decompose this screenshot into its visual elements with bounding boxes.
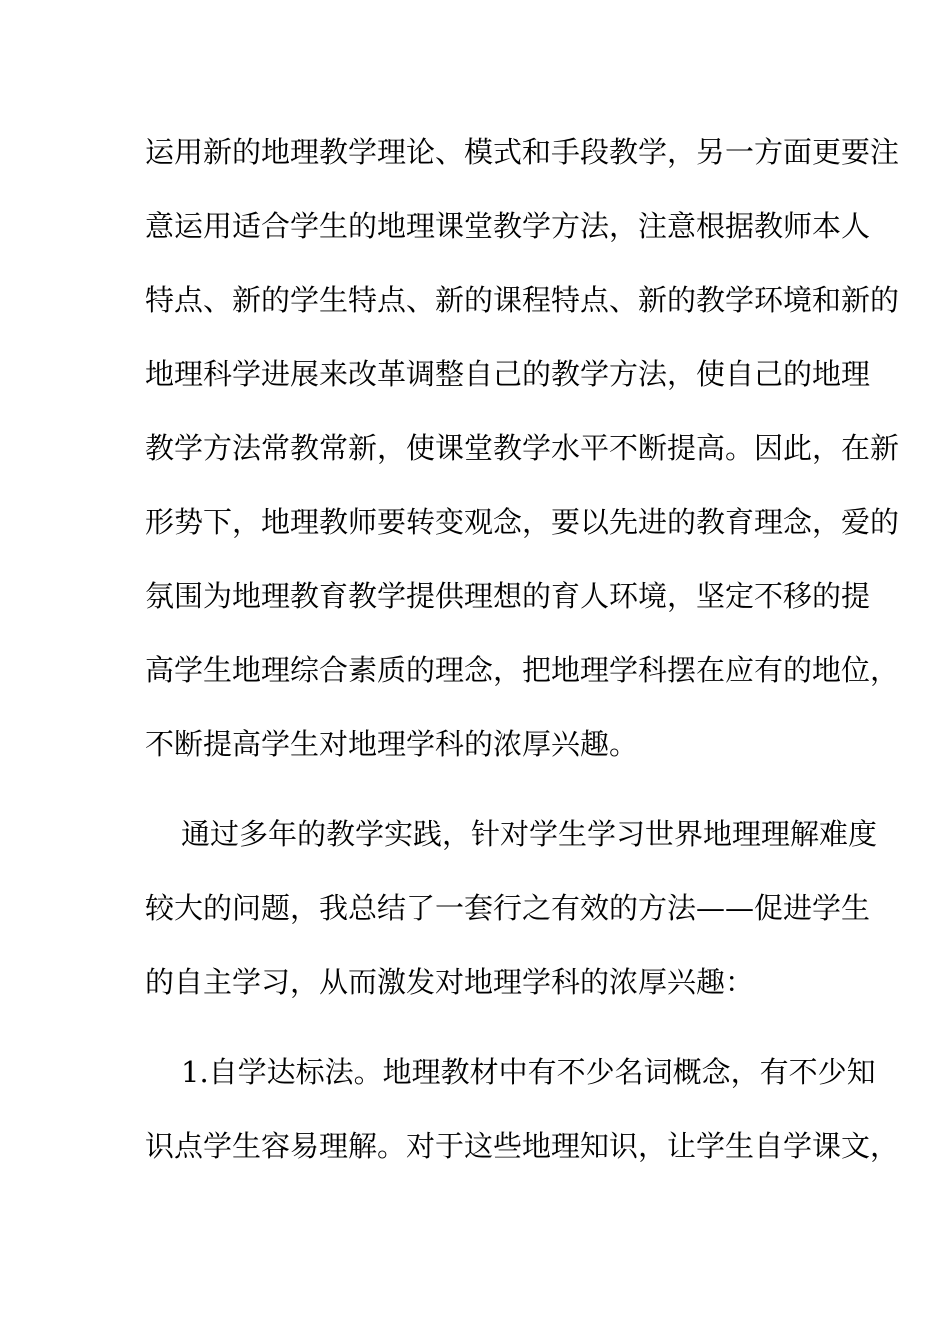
- text-line: 运用新的地理教学理论、模式和手段教学，另一方面更要注: [145, 135, 900, 169]
- text-line: 氛围为地理教育教学提供理想的育人环境，坚定不移的提: [145, 579, 871, 613]
- text-line: 较大的问题，我总结了一套行之有效的方法——促进学生: [145, 891, 871, 925]
- text-line: 的自主学习，从而激发对地理学科的浓厚兴趣：: [145, 965, 755, 999]
- text-line: 教学方法常教常新，使课堂教学水平不断提高。因此，在新: [145, 431, 900, 465]
- text-line: 不断提高学生对地理学科的浓厚兴趣。: [145, 727, 639, 761]
- text-line: 意运用适合学生的地理课堂教学方法，注意根据教师本人: [145, 209, 871, 243]
- text-line: 1.自学达标法。地理教材中有不少名词概念，有不少知: [181, 1055, 876, 1089]
- text-line: 地理科学进展来改革调整自己的教学方法，使自己的地理: [145, 357, 871, 391]
- text-line: 特点、新的学生特点、新的课程特点、新的教学环境和新的: [145, 283, 900, 317]
- text-line: 通过多年的教学实践，针对学生学习世界地理理解难度: [181, 817, 878, 851]
- text-line: 识点学生容易理解。对于这些地理知识，让学生自学课文，: [145, 1129, 900, 1163]
- text-line: 形势下，地理教师要转变观念，要以先进的教育理念，爱的: [145, 505, 900, 539]
- text-line: 高学生地理综合素质的理念，把地理学科摆在应有的地位，: [145, 653, 900, 687]
